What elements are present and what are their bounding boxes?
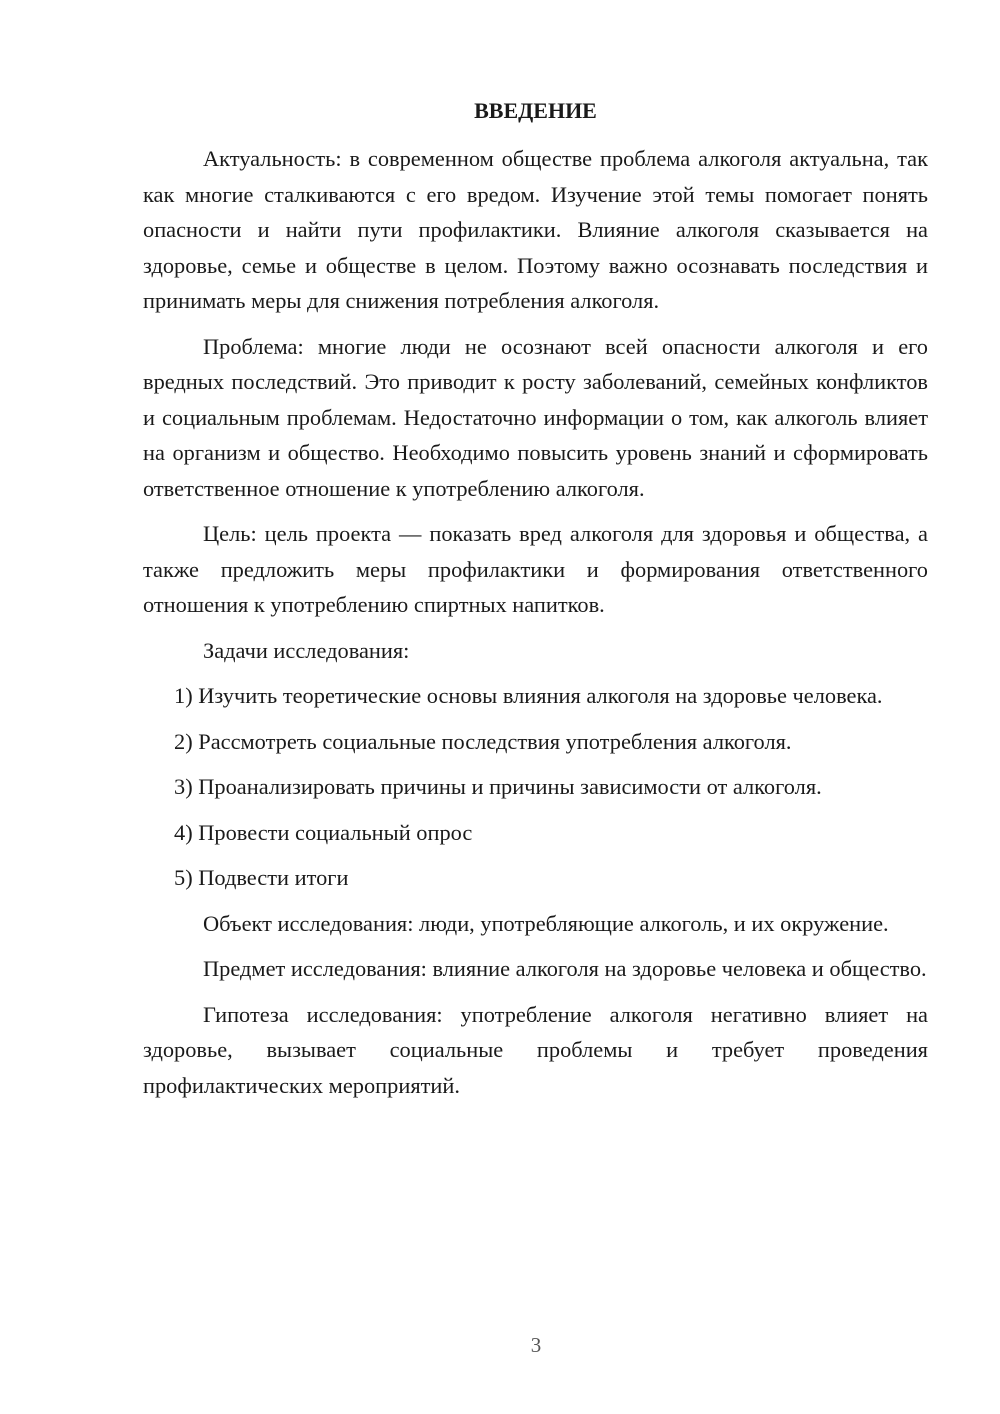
section-heading: ВВЕДЕНИЕ <box>474 98 597 123</box>
task-item: 2) Рассмотреть социальные последствия употребления алкоголя. <box>174 728 792 754</box>
task-item: 4) Провести социальный опрос <box>174 819 473 845</box>
goal-paragraph: Цель: цель проекта — показать вред алкоголя для здоровья и общества, а также предложить меры профилактики и формирования ответственного отношения к употреблению спиртных напитков. <box>143 521 928 617</box>
document-page <box>143 95 928 1113</box>
task-item: 1) Изучить теоретические основы влияния алкоголя на здоровье человека. <box>174 683 883 708</box>
object-paragraph: Объект исследования: люди, употребляющие алкоголь, и их окружение. <box>203 910 889 936</box>
tasks-title: Задачи исследования: <box>203 637 410 663</box>
problem-paragraph: Проблема: многие люди не осознают всей опасности алкоголя и его вредных последствий. Это приводит к росту заболеваний, семейных конфликтов и социальным проблемам. Недостаточно информации о том, как алкоголь влияет на организм и общество. Необходимо повысить уровень знаний и сформировать ответственное отношение к употреблению алкоголя. <box>143 333 928 501</box>
page-number: 3 <box>530 1333 542 1357</box>
task-item: 3) Проанализировать причины и причины зависимости от алкоголя. <box>174 774 822 799</box>
task-item: 5) Подвести итоги <box>174 865 349 890</box>
subject-paragraph: Предмет исследования: влияние алкоголя на здоровье человека и общество. <box>203 956 927 981</box>
relevance-paragraph: Актуальность: в современном обществе проблема алкоголя актуальна, так как многие сталкиваются с его вредом. Изучение этой темы помогает понять опасности и найти пути профилактики. Влияние алкоголя сказывается на здоровье, семье и обществе в целом. Поэтому важно осознавать последствия и принимать меры для снижения потребления алкоголя. <box>143 146 928 313</box>
hypothesis-paragraph: Гипотеза исследования: употребление алкоголя негативно влияет на здоровье, вызывает социальные проблемы и требует проведения профилактических мероприятий. <box>143 1001 928 1098</box>
tasks-list <box>143 678 928 896</box>
